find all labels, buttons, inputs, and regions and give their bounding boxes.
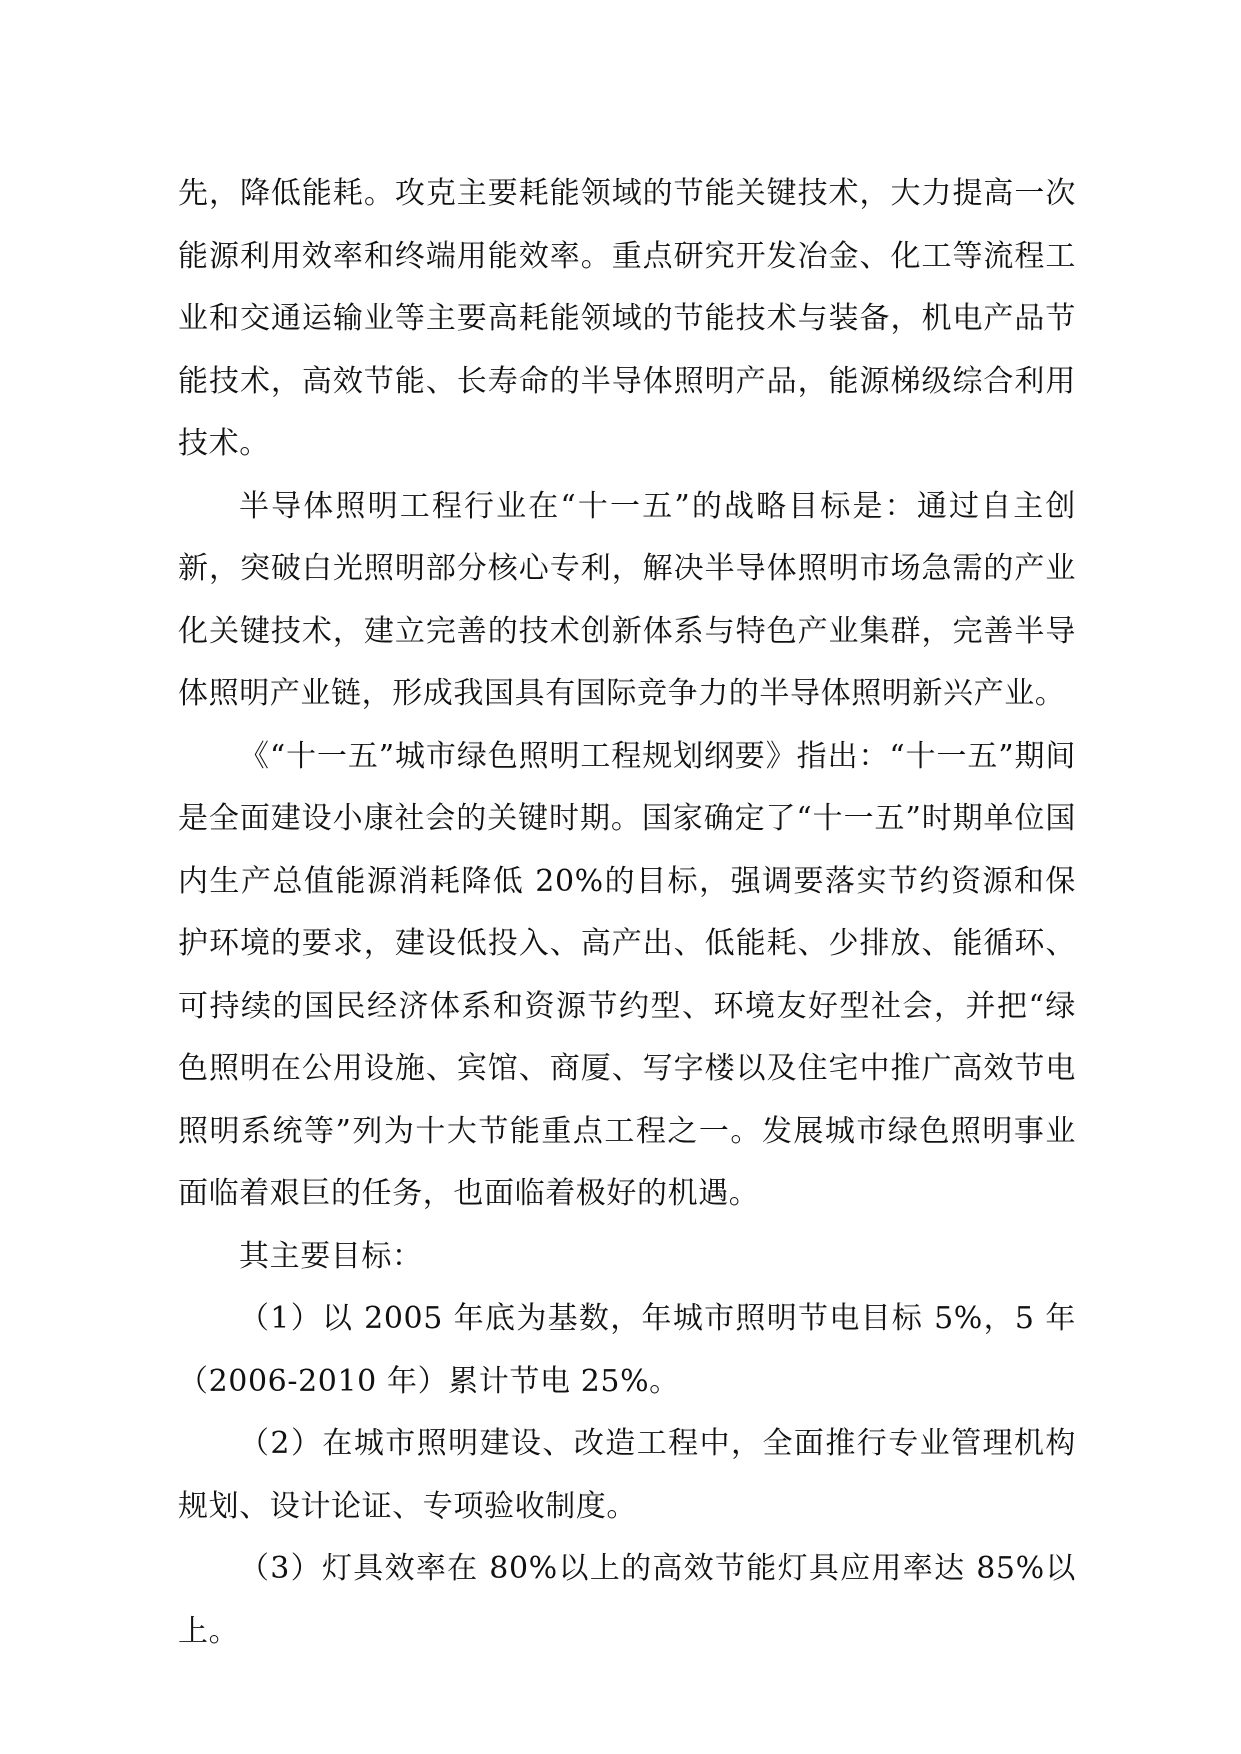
paragraph-green-lighting-outline: 《“十一五”城市绿色照明工程规划纲要》指出：“十一五”期间是全面建设小康社会的关键时期。国家确定了“十一五”时期单位国内生产总值能源消耗降低 20%的目标，强调要落实节约资源和保护环境的要求，建设低投入、高产出、低能耗、少排放、能循环、可持续的国民经济体系和资源节约型、环境友好型社会，并把“绿色照明在公用设施、宾馆、商厦、写字楼以及住宅中推广高效节电照明系统等”列为十大节能重点工程之一。发展城市绿色照明事业面临着艰巨的任务，也面临着极好的机遇。 <box>178 738 1076 1211</box>
goal-item-1: （1）以 2005 年底为基数，年城市照明节电目标 5%，5 年（2006-2010 年）累计节电 25%。 <box>178 1301 1076 1399</box>
paragraph-main-goals-heading: 其主要目标： <box>239 1238 423 1274</box>
document-body <box>178 163 1076 1663</box>
goal-item-2: （2）在城市照明建设、改造工程中，全面推行专业管理机构规划、设计论证、专项验收制度。 <box>178 1426 1076 1524</box>
paragraph-energy-technology: 先，降低能耗。攻克主要耗能领域的节能关键技术，大力提高一次能源利用效率和终端用能效率。重点研究开发冶金、化工等流程工业和交通运输业等主要高耗能领域的节能技术与装备，机电产品节能技术，高效节能、长寿命的半导体照明产品，能源梯级综合利用技术。 <box>178 176 1076 461</box>
goal-item-3: （3）灯具效率在 80%以上的高效节能灯具应用率达 85%以上。 <box>178 1551 1076 1649</box>
paragraph-semiconductor-goals: 半导体照明工程行业在“十一五”的战略目标是：通过自主创新，突破白光照明部分核心专利，解决半导体照明市场急需的产业化关键技术，建立完善的技术创新体系与特色产业集群，完善半导体照明产业链，形成我国具有国际竞争力的半导体照明新兴产业。 <box>178 488 1076 711</box>
